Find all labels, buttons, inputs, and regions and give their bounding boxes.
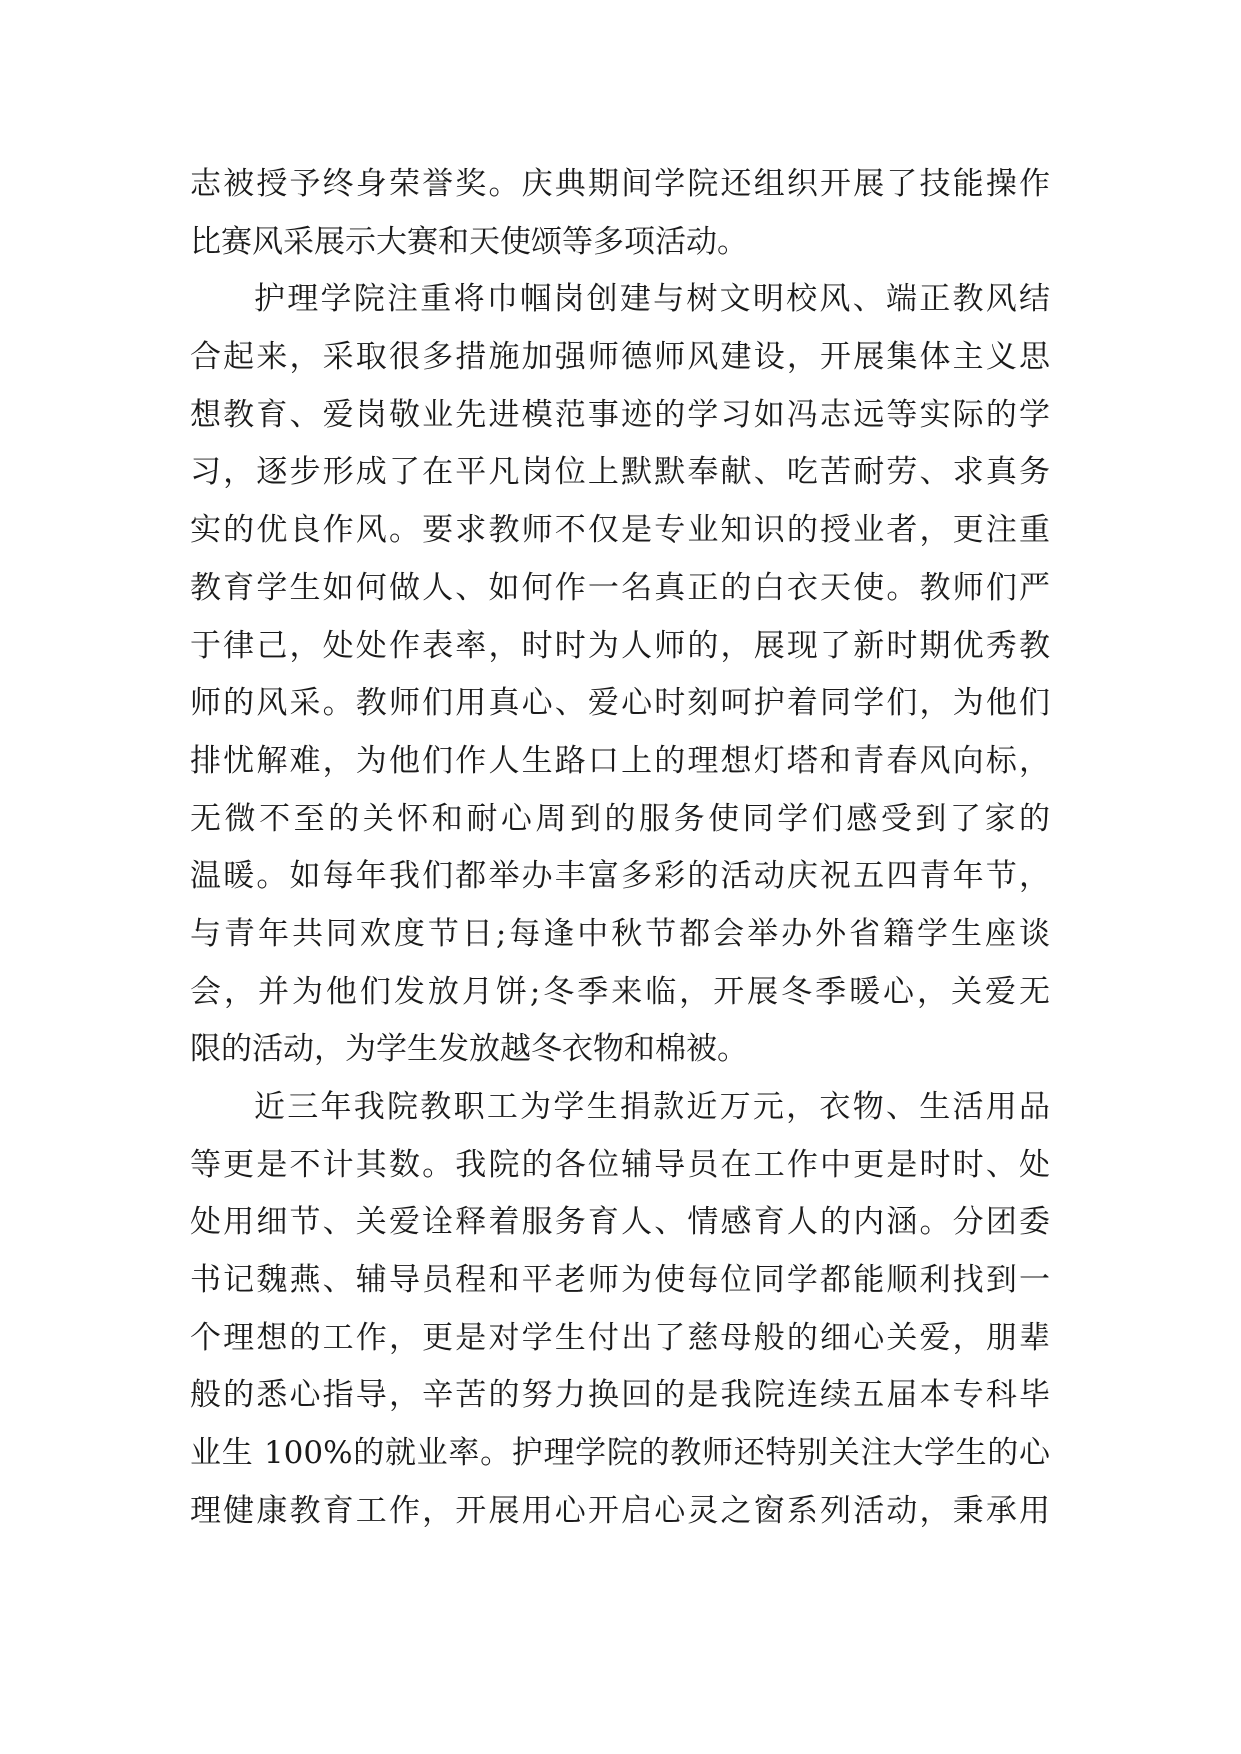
text-line: 比赛风采展示大赛和天使颂等多项活动。 <box>190 223 748 260</box>
text-line: 实的优良作风。要求教师不仅是专业知识的授业者，更注重 <box>190 512 1050 549</box>
text-line: 限的活动，为学生发放越冬衣物和棉被。 <box>190 1031 748 1068</box>
text-line: 与青年共同欢度节日;每逢中秋节都会举办外省籍学生座谈 <box>190 915 1050 952</box>
text-line: 个理想的工作，更是对学生付出了慈母般的细心关爱，朋辈 <box>190 1319 1050 1356</box>
text-line: 理健康教育工作，开展用心开启心灵之窗系列活动，秉承用 <box>190 1492 1050 1529</box>
text-line: 想教育、爱岗敬业先进模范事迹的学习如冯志远等实际的学 <box>190 396 1050 433</box>
text-line: 温暖。如每年我们都举办丰富多彩的活动庆祝五四青年节， <box>190 858 1050 895</box>
text-line: 无微不至的关怀和耐心周到的服务使同学们感受到了家的 <box>190 800 1050 837</box>
text-line: 等更是不计其数。我院的各位辅导员在工作中更是时时、处 <box>190 1146 1050 1183</box>
text-line: 书记魏燕、辅导员程和平老师为使每位同学都能顺利找到一 <box>190 1262 1050 1299</box>
text-line: 教育学生如何做人、如何作一名真正的白衣天使。教师们严 <box>190 569 1050 606</box>
text-line: 师的风采。教师们用真心、爱心时刻呵护着同学们，为他们 <box>190 685 1050 722</box>
text-line: 业生 100%的就业率。护理学院的教师还特别关注大学生的心 <box>190 1435 1050 1472</box>
text-line: 习，逐步形成了在平凡岗位上默默奉献、吃苦耐劳、求真务 <box>190 454 1050 491</box>
text-line: 排忧解难，为他们作人生路口上的理想灯塔和青春风向标， <box>190 742 1050 779</box>
text-line: 志被授予终身荣誉奖。庆典期间学院还组织开展了技能操作 <box>190 166 1050 202</box>
text-line: 护理学院注重将巾帼岗创建与树文明校风、端正教风结 <box>254 281 1050 318</box>
text-line: 近三年我院教职工为学生捐款近万元，衣物、生活用品 <box>254 1089 1050 1125</box>
text-line: 处用细节、关爱诠释着服务育人、情感育人的内涵。分团委 <box>190 1204 1050 1241</box>
text-line: 会，并为他们发放月饼;冬季来临，开展冬季暖心，关爱无 <box>190 973 1050 1010</box>
text-line: 于律己，处处作表率，时时为人师的，展现了新时期优秀教 <box>190 627 1050 664</box>
text-line: 般的悉心指导，辛苦的努力换回的是我院连续五届本专科毕 <box>190 1377 1050 1414</box>
text-line: 合起来，采取很多措施加强师德师风建设，开展集体主义思 <box>190 339 1050 376</box>
document-body <box>190 156 1050 1541</box>
